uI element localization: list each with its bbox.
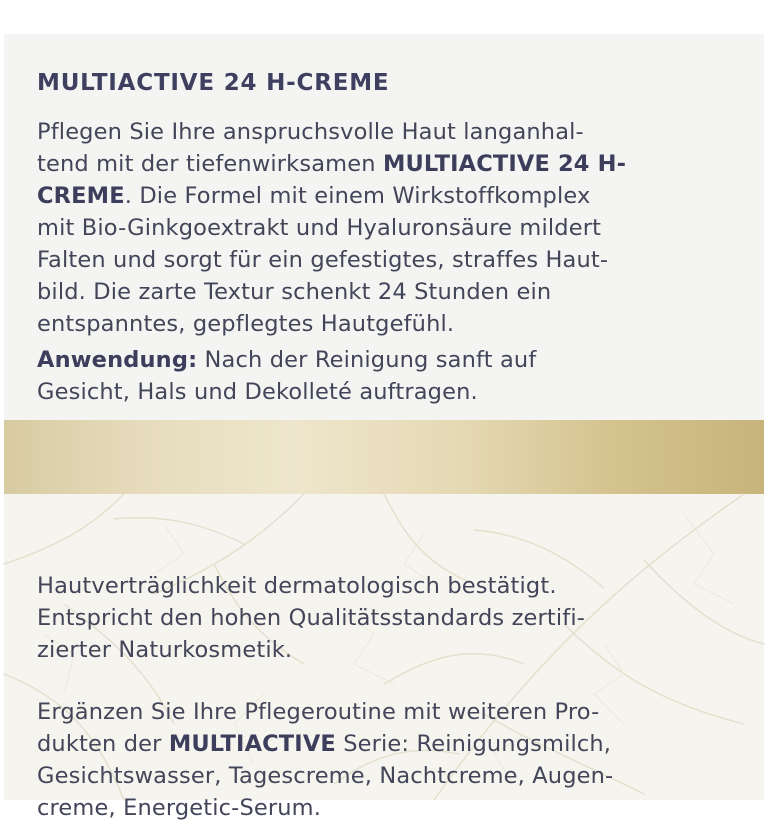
series-line-2: [37, 728, 743, 760]
usage-text: Nach der Reinigung sanft auf: [197, 347, 537, 373]
series-line-1: Ergänzen Sie Ihre Pflegeroutine mit weiteren Pro-: [37, 699, 600, 725]
leaf-pattern-section: [4, 494, 764, 821]
description-line-5: Falten und sorgt für ein gefestigtes, straffes Haut-: [37, 247, 609, 273]
description-section: [4, 34, 764, 422]
description-line-3: [37, 180, 743, 212]
series-line-3: Gesichtswasser, Tagescreme, Nachtcreme, Augen-: [37, 763, 614, 789]
series-name-emphasis: MULTIACTIVE: [168, 731, 336, 757]
gold-band: [4, 420, 764, 494]
certification-line-1: Hautverträglichkeit dermatologisch bestätigt.: [37, 573, 557, 599]
description-line-7: entspanntes, gepflegtes Hautgefühl.: [37, 311, 455, 337]
description-line-1: Pflegen Sie Ihre anspruchsvolle Haut langanhal-: [37, 119, 584, 145]
description-text: . Die Formel mit einem Wirkstoffkomplex: [124, 183, 591, 209]
product-info-panel: [4, 34, 764, 821]
product-description: [37, 116, 743, 340]
usage-line-1: [37, 344, 743, 376]
usage-instructions: [37, 344, 743, 408]
description-line-2: [37, 148, 743, 180]
certification-line-3: zierter Naturkosmetik.: [37, 637, 293, 663]
certification-line-2: Entspricht den hohen Qualitätsstandards zertifi-: [37, 605, 586, 631]
description-text: tend mit der tiefenwirksamen: [37, 151, 383, 177]
product-name-emphasis: CREME: [37, 183, 125, 209]
description-line-6: bild. Die zarte Textur schenkt 24 Stunden ein: [37, 279, 552, 305]
product-heading: MULTIACTIVE 24 H-CREME: [37, 70, 390, 96]
series-text-part: dukten der: [37, 731, 169, 757]
usage-label: Anwendung:: [37, 347, 198, 373]
description-line-4: mit Bio-Ginkgoextrakt und Hyaluronsäure mildert: [37, 215, 602, 241]
series-text: [37, 696, 743, 824]
series-line-4: creme, Energetic-Serum.: [37, 795, 322, 821]
series-text-part: Serie: Reinigungsmilch,: [335, 731, 612, 757]
certification-text: [37, 570, 743, 666]
product-name-emphasis: MULTIACTIVE 24 H-: [382, 151, 627, 177]
usage-line-2: Gesicht, Hals und Dekolleté auftragen.: [37, 379, 478, 405]
